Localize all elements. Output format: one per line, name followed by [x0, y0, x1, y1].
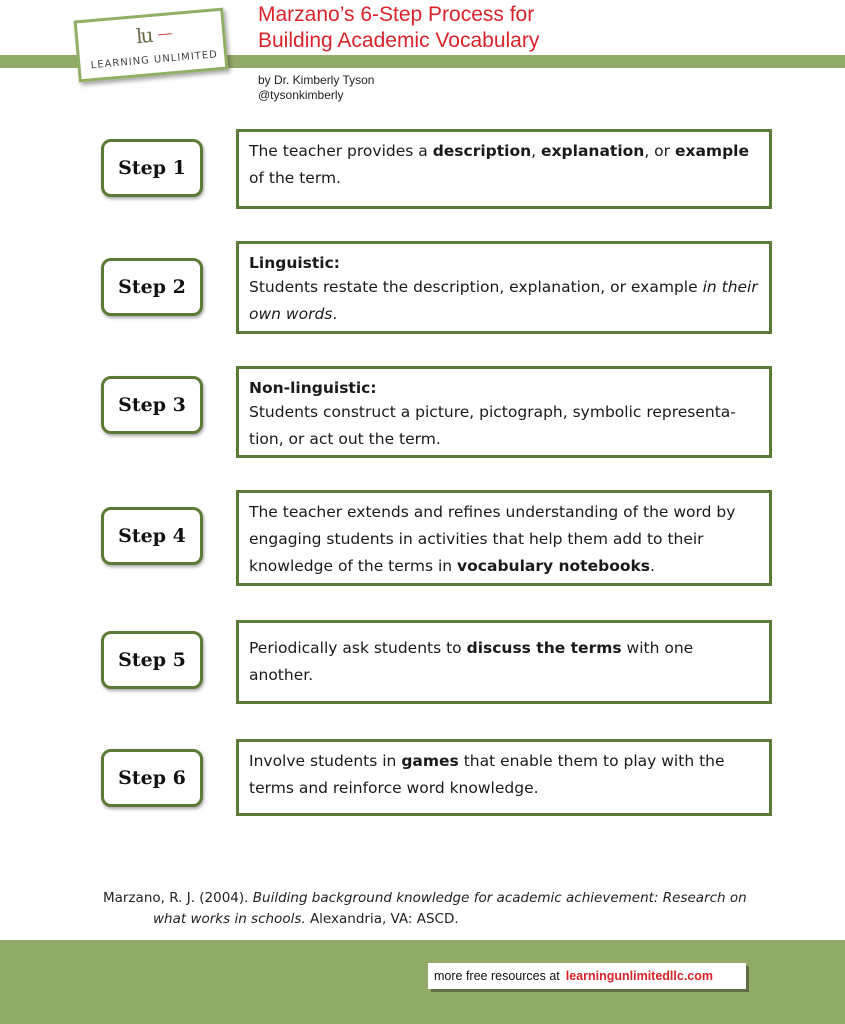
reference-author: Marzano, R. J. (2004).	[103, 890, 253, 906]
step-4-label: Step 4	[101, 507, 203, 565]
title-line-2: Building Academic Vocabulary	[258, 29, 540, 52]
byline-author: by Dr. Kimberly Tyson	[258, 73, 375, 87]
step-5-label: Step 5	[101, 631, 203, 689]
step-text: The teacher provides a	[249, 142, 433, 160]
step-bold-text: explanation	[541, 142, 645, 160]
step-text: .	[650, 557, 655, 575]
step-1-label: Step 1	[101, 139, 203, 197]
step-text: of the term.	[249, 169, 341, 187]
step-text: .	[332, 305, 338, 323]
step-text: Involve students in	[249, 752, 402, 770]
step-text: that enable them to play with the terms and reinforce word knowledge.	[249, 752, 725, 797]
step-text: ,	[531, 142, 542, 160]
step-4-description	[236, 490, 772, 586]
step-6-description	[236, 739, 772, 816]
footer-resources	[428, 963, 746, 989]
step-text: The teacher extends and refines understanding of the word by engaging students in activities that help them add to their knowledge of the terms in	[249, 503, 736, 575]
step-3-label: Step 3	[101, 376, 203, 434]
learning-unlimited-logo	[74, 8, 229, 83]
logo-mark: lu	[135, 22, 153, 49]
step-1-description	[236, 129, 772, 209]
step-6-label: Step 6	[101, 749, 203, 807]
step-5-description	[236, 620, 772, 704]
step-bold-text: description	[432, 142, 532, 160]
footer-link-main[interactable]: learningunlimitedllc	[565, 969, 684, 983]
step-2-label: Step 2	[101, 258, 203, 316]
step-text: with one another.	[249, 639, 694, 684]
step-heading: Non-linguistic:	[249, 379, 377, 397]
reference-publisher: Alexandria, VA: ASCD.	[305, 911, 459, 927]
byline	[258, 73, 374, 103]
page-title	[258, 2, 818, 54]
logo-text: LEARNING UNLIMITED	[90, 49, 219, 72]
byline-handle: @tysonkimberly	[258, 88, 344, 102]
step-2-description	[236, 241, 772, 334]
footer-prefix: more free resources at	[434, 969, 560, 983]
step-bold-text: discuss the terms	[466, 639, 622, 657]
step-bold-text: example	[674, 142, 749, 160]
reference-citation	[103, 888, 783, 930]
footer-link-tld[interactable]: .com	[683, 969, 714, 983]
footer-website-link[interactable]	[566, 969, 713, 983]
reference-title: Building background knowledge for academic achievement: Research on	[252, 890, 747, 906]
reference-title-cont: what works in schools.	[153, 911, 306, 927]
step-italic-text: in their own words	[249, 278, 758, 323]
step-bold-text: games	[401, 752, 459, 770]
step-text: Students construct a picture, pictograph, symbolic representa-tion, or act out the term.	[249, 403, 736, 448]
step-3-description	[236, 366, 772, 458]
step-text: Students restate the description, explanation, or example	[249, 278, 703, 296]
title-line-1: Marzano’s 6-Step Process for	[258, 3, 535, 26]
step-heading: Linguistic:	[249, 254, 341, 272]
step-text: Periodically ask students to	[249, 639, 467, 657]
step-bold-text: vocabulary notebooks	[457, 557, 651, 575]
step-text: , or	[644, 142, 675, 160]
